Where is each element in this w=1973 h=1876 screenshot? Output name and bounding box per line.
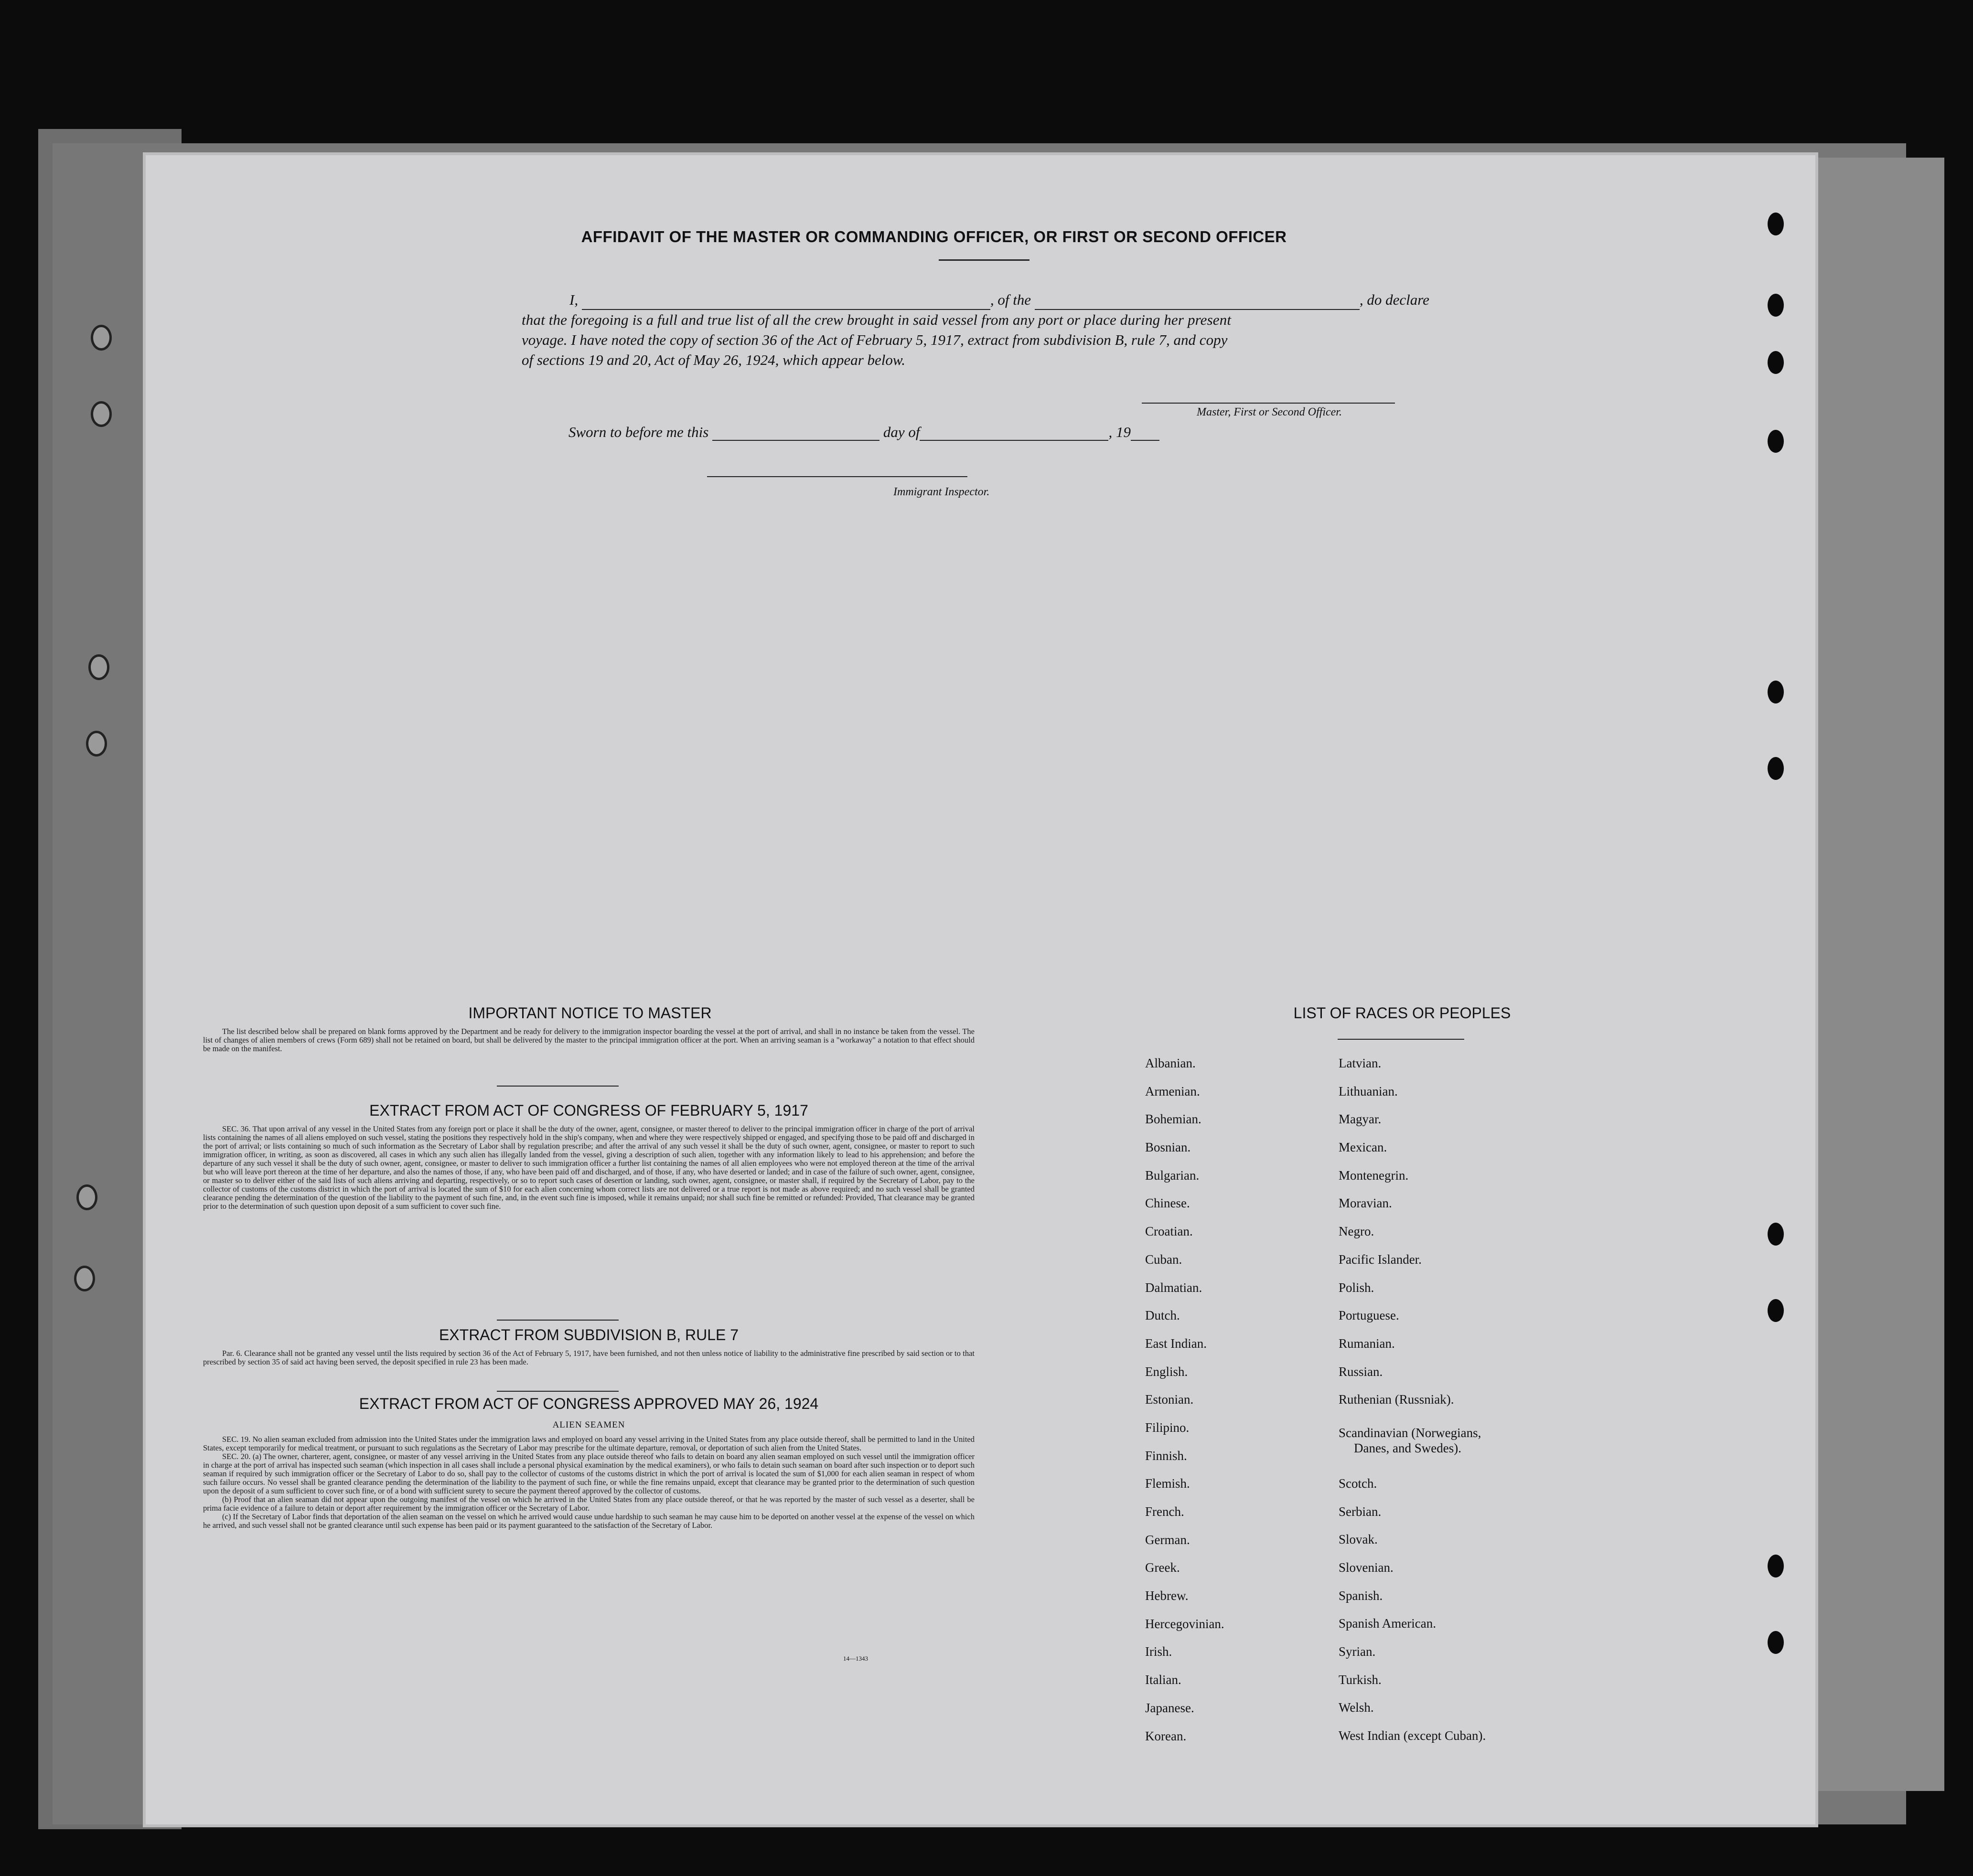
alien-seamen-subheading: ALIEN SEAMEN [552, 1420, 625, 1430]
punch-hole [1768, 681, 1784, 704]
race-item: Spanish. [1339, 1588, 1383, 1603]
binder-ring [86, 731, 107, 757]
inspector-signature-line [707, 476, 967, 477]
race-item: German. [1145, 1532, 1190, 1547]
race-item: Japanese. [1145, 1700, 1194, 1715]
race-item: Bulgarian. [1145, 1168, 1200, 1183]
race-item: Portuguese. [1339, 1308, 1399, 1323]
punch-hole [1768, 430, 1784, 453]
race-item: Lithuanian. [1339, 1084, 1398, 1098]
race-item: Korean. [1145, 1728, 1187, 1743]
races-column-1 [1145, 1049, 1336, 1750]
affidavit-line4: of sections 19 and 20, Act of May 26, 1924, which appear below. [522, 352, 906, 368]
back-sheet-edge [1796, 158, 1944, 1791]
sworn-prefix: Sworn to before me this [568, 424, 709, 440]
sworn-line [568, 424, 1159, 441]
race-item: Hercegovinian. [1145, 1616, 1224, 1631]
race-item: Turkish. [1339, 1672, 1382, 1687]
punch-hole [1768, 1555, 1784, 1578]
master-signature-line [1142, 403, 1395, 404]
race-item: Spanish American. [1339, 1616, 1436, 1631]
races-heading: LIST OF RACES OR PEOPLES [1293, 1004, 1511, 1022]
race-item: Mexican. [1339, 1140, 1387, 1155]
race-item: Danes, and Swedes). [1354, 1440, 1461, 1455]
race-item: French. [1145, 1504, 1184, 1519]
document-page [146, 155, 1815, 1824]
form-number: 14—1343 [843, 1655, 868, 1662]
binder-ring [91, 325, 112, 351]
race-item: Filipino. [1145, 1420, 1190, 1435]
section-divider [497, 1086, 619, 1087]
punch-hole [1768, 213, 1784, 235]
punch-hole [1768, 757, 1784, 780]
race-item: Rumanian. [1339, 1336, 1395, 1351]
affidavit-of-the: , of the [990, 291, 1031, 308]
race-item: Ruthenian (Russniak). [1339, 1392, 1454, 1407]
race-item: Irish. [1145, 1644, 1172, 1659]
affidavit-line2: that the foregoing is a full and true list of all the crew brought in said vessel from any port or place during her present [522, 311, 1232, 328]
binder-ring [74, 1266, 95, 1291]
race-item: Scotch. [1339, 1476, 1377, 1491]
race-item: Moravian. [1339, 1196, 1392, 1211]
master-label: Master, First or Second Officer. [1197, 406, 1342, 418]
extract-1917-body: SEC. 36. That upon arrival of any vessel in the United States from any foreign port or place it shall be the duty of the owner, agent, consignee, or master thereof to deliver to the principal immigration officer in charge of the port of arrival lists containing the names of all aliens employed on such vessel, stating the positions they respectively hold in the ship's company, when and where they were respectively shipped or engaged, and specifying those to be paid off and discharged in the port of arrival; or lists containing so much of such information as the Secretary of Labor shall by regulation prescribe; and after the arrival of any such vessel it shall be the duty of such owner, agent, consignee, or master to report to such immigration officer, in writing, as soon as discovered, all cases in which any such alien has illegally landed from the vessel, giving a description of such alien, together with any information likely to lead to his apprehension; and before the departure of any such vessel it shall be the duty of such owner, agent, consignee, or master to deliver to such immigration officer a further list containing the names of all alien employees who were not employed thereon at the time of the arrival but who will leave port thereon at the time of her departure, and also the names of those, if any, who have been paid off and discharged, and of those, if any, who have deserted or landed; and in case of the failure of such owner, agent, consignee, or master so to deliver either of the said lists of such aliens arriving and departing, respectively, or so to report such cases of desertion or landing, such owner, agent, consignee, or master shall, if required by the Secretary of Labor, pay to the collector of customs of the customs district in which the port of arrival is located the sum of $10 for each alien concerning whom correct lists are not delivered or a true report is not made as above required; and no such vessel shall be granted clearance pending the determination of the question of the liability to the payment of such fine, and, in the event such fine is imposed, while it remains unpaid; nor shall such fine be remitted or refunded: Provided, That clearance may be granted prior to the determination of such question upon deposit of a sum sufficient to cover such fine. [203, 1124, 975, 1211]
race-item: Croatian. [1145, 1224, 1193, 1239]
race-item: Hebrew. [1145, 1588, 1189, 1603]
race-item: Flemish. [1145, 1476, 1190, 1491]
race-item: Magyar. [1339, 1112, 1382, 1127]
heading-underline [939, 259, 1029, 261]
affidavit-declare: , do declare [1359, 291, 1429, 308]
race-item: Dalmatian. [1145, 1280, 1202, 1295]
affidavit-i: I, [569, 291, 579, 308]
punch-hole [1768, 294, 1784, 317]
race-item: Cuban. [1145, 1252, 1182, 1267]
punch-hole [1768, 1631, 1784, 1654]
races-column-2 [1339, 1049, 1568, 1750]
affidavit-line3: voyage. I have noted the copy of section 36 of the Act of February 5, 1917, extract from subdivision B, rule 7, and copy [522, 331, 1228, 348]
race-item: Slovenian. [1339, 1560, 1394, 1575]
race-item: Serbian. [1339, 1504, 1382, 1519]
race-item: English. [1145, 1364, 1188, 1379]
extract-1917-heading: EXTRACT FROM ACT OF CONGRESS OF FEBRUARY 5, 1917 [369, 1102, 808, 1119]
sworn-year-prefix: , 19 [1108, 424, 1131, 440]
race-item: Dutch. [1145, 1308, 1180, 1323]
race-item: Bosnian. [1145, 1140, 1191, 1155]
sec20a-text: SEC. 20. (a) The owner, charterer, agent, consignee, or master of any vessel arriving in the United States from any place outside thereof who fails to detain on board any alien seaman employed on such vessel until the immigration officer in charge at the port of arrival has inspected such seaman (which inspection in all cases shall include a personal physical examination by the medical examiners), or who fails to detain such seaman on board after such inspection or to deport such seaman if required by such immigration officer or the Secretary of Labor to do so, shall pay to the collector of customs of the customs district in which the port of arrival is located the sum of $1,000 for each alien seaman in respect of whom such failure occurs. No vessel shall be granted clearance pending the determination of the liability to the payment of such fine, or while the fine remains unpaid, except that clearance may be granted prior to the determination of such question upon the deposit of a sum sufficient to cover such fine, or of a bond with sufficient surety to secure the payment thereof approved by the collector of customs. [203, 1452, 975, 1495]
race-item: Pacific Islander. [1339, 1252, 1422, 1267]
race-item: Estonian. [1145, 1392, 1194, 1407]
race-item: Greek. [1145, 1560, 1180, 1575]
race-item: Welsh. [1339, 1700, 1374, 1715]
races-heading-underline [1338, 1039, 1464, 1040]
affidavit-body [522, 290, 1597, 370]
inspector-label: Immigrant Inspector. [893, 486, 990, 498]
race-item: East Indian. [1145, 1336, 1207, 1351]
section-divider [497, 1391, 619, 1392]
race-item: Finnish. [1145, 1448, 1187, 1463]
sec20b-text: (b) Proof that an alien seaman did not appear upon the outgoing manifest of the vessel on which he arrived in the United States from any place outside thereof, or that he was reported by the master of such vessel as a deserter, shall be prima facie evidence of a failure to detain or deport after requirement by the immigration officer or the Secretary of Labor. [203, 1495, 975, 1513]
race-item: Latvian. [1339, 1056, 1382, 1070]
race-item: Syrian. [1339, 1644, 1376, 1659]
binder-ring [88, 654, 109, 680]
extract-1924-body [203, 1435, 975, 1530]
punch-hole [1768, 1299, 1784, 1322]
punch-hole [1768, 1223, 1784, 1246]
race-item: Russian. [1339, 1364, 1383, 1379]
race-item: Armenian. [1145, 1084, 1200, 1098]
sworn-day-blank [712, 440, 879, 441]
race-item: Polish. [1339, 1280, 1374, 1295]
race-item: Bohemian. [1145, 1112, 1201, 1127]
race-item: Albanian. [1145, 1056, 1196, 1070]
affidavit-heading: AFFIDAVIT OF THE MASTER OR COMMANDING OFFICER, OR FIRST OR SECOND OFFICER [581, 228, 1287, 245]
race-item: Chinese. [1145, 1196, 1190, 1211]
notice-heading: IMPORTANT NOTICE TO MASTER [468, 1004, 712, 1022]
race-item: Scandinavian (Norwegians, [1339, 1425, 1481, 1440]
race-item: Slovak. [1339, 1532, 1378, 1547]
sworn-month-blank [920, 440, 1108, 441]
sworn-year-blank [1131, 440, 1159, 441]
section-divider [497, 1320, 619, 1321]
sec20c-text: (c) If the Secretary of Labor finds that deportation of the alien seaman on the vessel on which he arrived would cause undue hardship to such seaman he may cause him to be deported on another vessel at the expense of the vessel on which he arrived, and such vessel shall not be granted clearance until such expense has been paid or its payment guaranteed to the satisfaction of the Secretary of Labor. [203, 1512, 975, 1530]
race-item: West Indian (except Cuban). [1339, 1728, 1486, 1743]
binder-ring [76, 1184, 97, 1210]
rule7-body: Par. 6. Clearance shall not be granted any vessel until the lists required by section 36 of the Act of February 5, 1917, have been furnished, and not then unless notice of liability to the administrative fine prescribed by said section or to that prescribed by section 35 of said act having been served, the deposit specified in rule 23 has been made. [203, 1349, 975, 1366]
race-item: Italian. [1145, 1673, 1181, 1687]
binder-ring [91, 401, 112, 427]
sec19-text: SEC. 19. No alien seaman excluded from admission into the United States under the immigration laws and employed on board any vessel arriving in the United States from any place outside thereof, shall be permitted to land in the United States, except temporarily for medical treatment, or pursuant to such regulations as the Secretary of Labor may prescribe for the ultimate departure, removal, or deportation of such alien from the United States. [203, 1435, 975, 1452]
rule7-heading: EXTRACT FROM SUBDIVISION B, RULE 7 [439, 1326, 739, 1343]
notice-body: The list described below shall be prepared on blank forms approved by the Department and be ready for delivery to the immigration inspector boarding the vessel at the port of arrival, and shall in no instance be taken from the vessel. The list of changes of alien members of crews (Form 689) shall not be retained on board, but shall be delivered by the master to the principal immigration officer at the port. When an arriving seaman is a "workaway" a notation to that effect should be made on the manifest. [203, 1027, 975, 1053]
extract-1924-heading: EXTRACT FROM ACT OF CONGRESS APPROVED MAY 26, 1924 [359, 1395, 819, 1412]
punch-hole [1768, 351, 1784, 374]
race-item: Negro. [1339, 1224, 1374, 1239]
race-item: Montenegrin. [1339, 1168, 1409, 1183]
sworn-day-of: day of [883, 424, 920, 440]
